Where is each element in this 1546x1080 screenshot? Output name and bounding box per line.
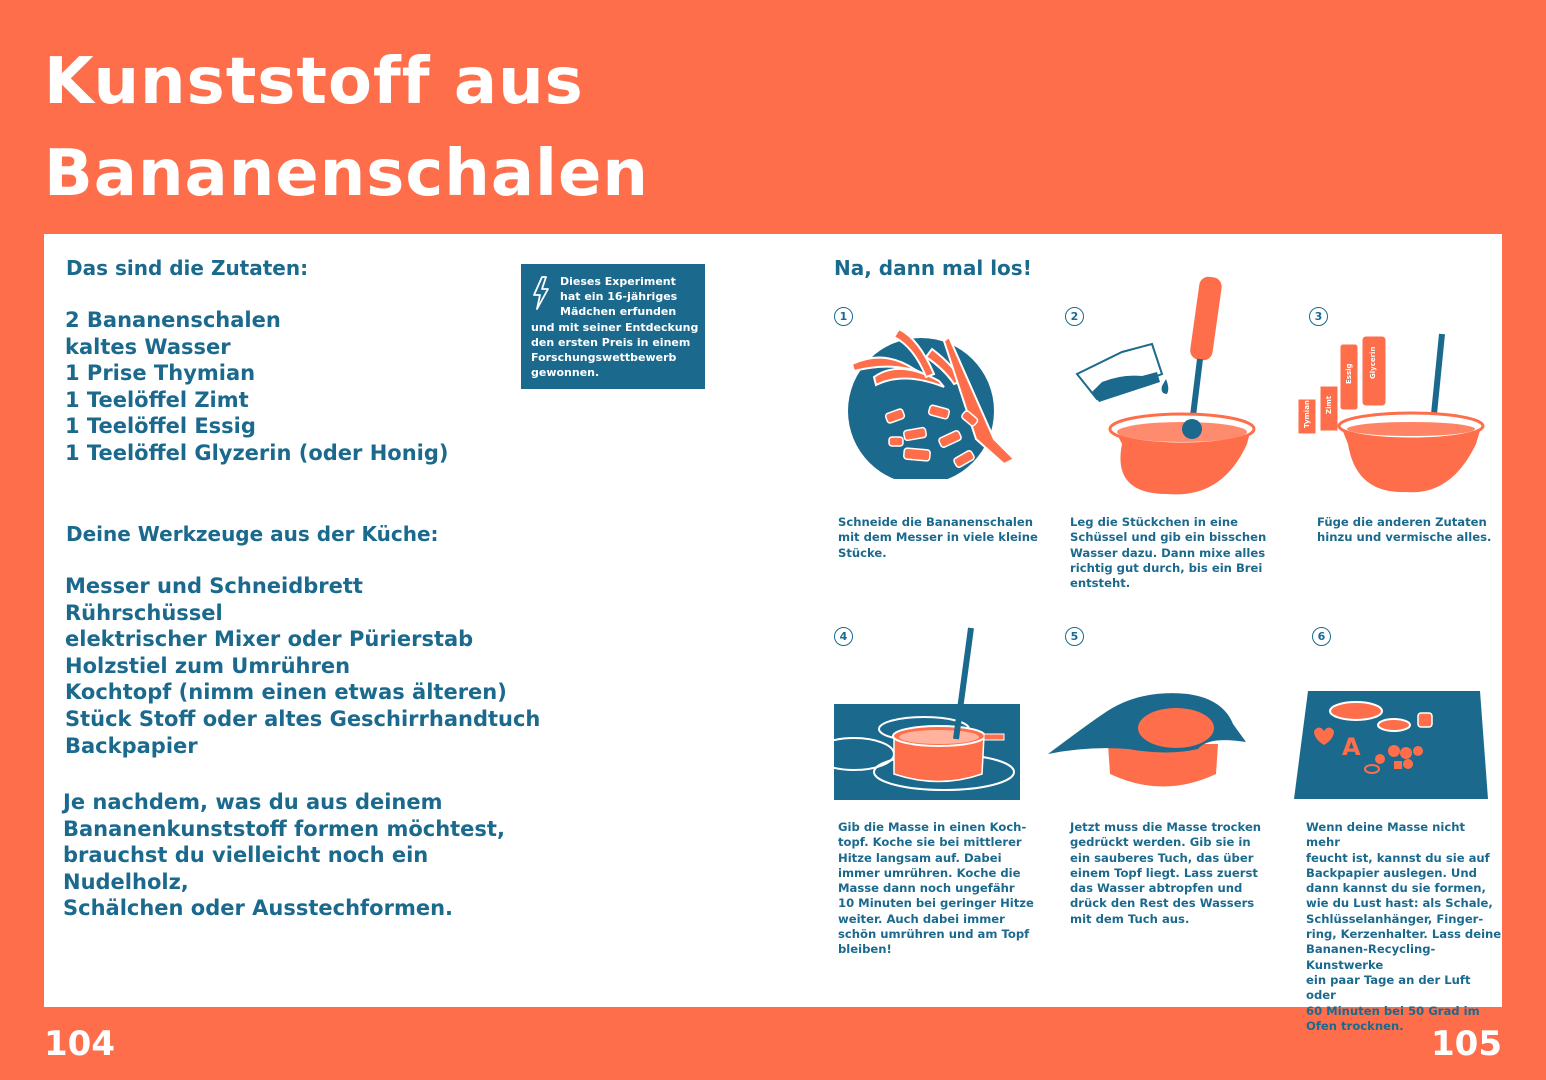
mixer-bowl-illustration <box>1072 274 1257 499</box>
info-line: und mit seiner Entdeckung <box>531 320 699 334</box>
caption-line: Wenn deine Masse nicht mehr <box>1306 820 1466 850</box>
info-line: hat ein 16-jähriges <box>560 290 678 304</box>
step-number-1: 1 <box>834 307 853 326</box>
caption-line: das Wasser abtropfen und <box>1070 881 1243 896</box>
paragraph-line: Bananenkunststoff formen möchtest, <box>63 816 505 841</box>
caption-line: schön umrühren und am Topf <box>838 927 1030 942</box>
tool-item: Holzstiel zum Umrühren <box>65 653 351 678</box>
caption-line: Stücke. <box>838 545 887 560</box>
caption-line: Leg die Stückchen in eine <box>1070 515 1238 529</box>
jar-label-glycerin: Glycerin <box>1369 346 1377 379</box>
stove-pot-illustration <box>834 624 1024 804</box>
caption-line: dann kannst du sie formen, <box>1306 881 1486 896</box>
caption-line: Füge die anderen Zutaten <box>1317 515 1487 529</box>
jar-label-thymian: Tymian <box>1303 400 1311 428</box>
tool-item: elektrischer Mixer oder Pürierstab <box>65 627 474 652</box>
ingredients-heading: Das sind die Zutaten: <box>66 256 309 280</box>
step-caption-3 <box>1317 515 1491 546</box>
page-number-right: 105 <box>1431 1024 1502 1064</box>
caption-line: gedrückt werden. Gib sie in <box>1070 835 1251 850</box>
paragraph-line: Je nachdem, was du aus deinem <box>63 790 443 814</box>
tool-item: Kochtopf (nimm einen etwas älteren) <box>65 680 507 705</box>
caption-line: Schlüsselanhänger, Finger- <box>1306 911 1484 926</box>
caption-line: weiter. Auch dabei immer <box>838 911 1005 926</box>
step-number-3: 3 <box>1309 307 1328 326</box>
caption-line: Ofen trocknen. <box>1306 1018 1404 1033</box>
step-caption-1 <box>838 515 1038 561</box>
caption-line: entsteht. <box>1070 576 1131 591</box>
ingredients-list <box>65 307 449 467</box>
cloth-pot-illustration <box>1048 674 1248 799</box>
caption-line: ring, Kerzenhalter. Lass deine <box>1306 927 1502 942</box>
caption-line: wie du Lust hast: als Schale, <box>1306 896 1493 911</box>
step-caption-6 <box>1306 820 1502 1034</box>
step-number-4: 4 <box>834 627 853 646</box>
caption-line: einem Topf liegt. Lass zuerst <box>1070 865 1258 880</box>
ingredients-bowl-illustration <box>1296 324 1486 494</box>
caption-line: drück den Rest des Wassers <box>1070 896 1255 911</box>
steps-heading: Na, dann mal los! <box>834 256 1032 280</box>
caption-line: feucht ist, kannst du sie auf <box>1306 850 1490 865</box>
caption-line: 10 Minuten bei geringer Hitze <box>838 896 1034 911</box>
info-line: Mädchen erfunden <box>560 305 677 319</box>
tool-item: Stück Stoff oder altes Geschirrhandtuch <box>65 706 541 731</box>
tools-list <box>65 573 540 759</box>
caption-line: richtig gut durch, bis ein Brei <box>1070 560 1263 575</box>
extra-tools-paragraph <box>63 789 543 922</box>
step-caption-4 <box>838 820 1034 958</box>
step-caption-2 <box>1070 515 1266 591</box>
caption-line: topf. Koche sie bei mittlerer <box>838 835 1022 850</box>
shapes-illustration <box>1294 689 1494 804</box>
ingredient-item: kaltes Wasser <box>65 334 231 359</box>
caption-line: Jetzt muss die Masse trocken <box>1070 820 1262 834</box>
info-line: den ersten Preis in einem <box>531 335 691 349</box>
caption-line: Gib die Masse in einen Koch- <box>838 820 1027 834</box>
info-line: gewonnen. <box>531 366 600 380</box>
caption-line: Hitze langsam auf. Dabei <box>838 850 1002 865</box>
ingredient-item: 1 Teelöffel Glyzerin (oder Honig) <box>65 440 449 465</box>
step-caption-5 <box>1070 820 1261 927</box>
caption-line: Wasser dazu. Dann mixe alles <box>1070 545 1266 560</box>
caption-line: ein paar Tage an der Luft oder <box>1306 972 1471 1003</box>
letter-a-shape: A <box>1342 733 1361 761</box>
jar-label-essig: Essig <box>1345 363 1353 384</box>
caption-line: hinzu und vermische alles. <box>1317 530 1492 545</box>
info-text <box>531 274 699 380</box>
caption-line: ein sauberes Tuch, das über <box>1070 850 1254 865</box>
tool-item: Backpapier <box>65 733 198 758</box>
caption-line: mit dem Tuch aus. <box>1070 911 1190 926</box>
info-box <box>521 264 705 389</box>
paragraph-line: brauchst du vielleicht noch ein Nudelholz, <box>63 843 429 894</box>
caption-line: Backpapier auslegen. Und <box>1306 865 1477 880</box>
caption-line: 60 Minuten bei 50 Grad im <box>1306 1003 1480 1018</box>
caption-line: Masse dann noch ungefähr <box>838 881 1015 896</box>
page-number-left: 104 <box>44 1024 115 1064</box>
caption-line: mit dem Messer in viele kleine <box>838 530 1038 545</box>
ingredient-item: 1 Teelöffel Zimt <box>65 387 249 412</box>
paragraph-line: Schälchen oder Ausstechformen. <box>63 896 454 921</box>
tools-heading: Deine Werkzeuge aus der Küche: <box>66 522 439 546</box>
content-panel <box>44 234 1502 1033</box>
ingredient-item: 2 Bananenschalen <box>65 308 281 332</box>
caption-line: Schüssel und gib ein bisschen <box>1070 530 1267 545</box>
page-title <box>44 36 649 220</box>
tool-item: Messer und Schneidbrett <box>65 574 363 598</box>
step-number-2: 2 <box>1065 307 1084 326</box>
ingredient-item: 1 Teelöffel Essig <box>65 414 256 439</box>
info-line: Forschungswettbewerb <box>531 351 677 365</box>
caption-line: bleiben! <box>838 942 892 957</box>
info-line: Dieses Experiment <box>560 275 676 288</box>
tool-item: Rührschüssel <box>65 600 223 625</box>
jar-label-zimt: Zimt <box>1325 395 1333 414</box>
cutting-board-illustration <box>844 319 1024 479</box>
ingredient-item: 1 Prise Thymian <box>65 361 256 386</box>
caption-line: Schneide die Bananenschalen <box>838 515 1033 529</box>
step-number-5: 5 <box>1065 627 1084 646</box>
step-number-6: 6 <box>1312 627 1331 646</box>
caption-line: Bananen-Recycling-Kunstwerke <box>1306 942 1436 972</box>
caption-line: immer umrühren. Koche die <box>838 865 1021 880</box>
title-line-2: Bananenschalen <box>44 137 649 211</box>
title-line-1: Kunststoff aus <box>44 45 584 119</box>
